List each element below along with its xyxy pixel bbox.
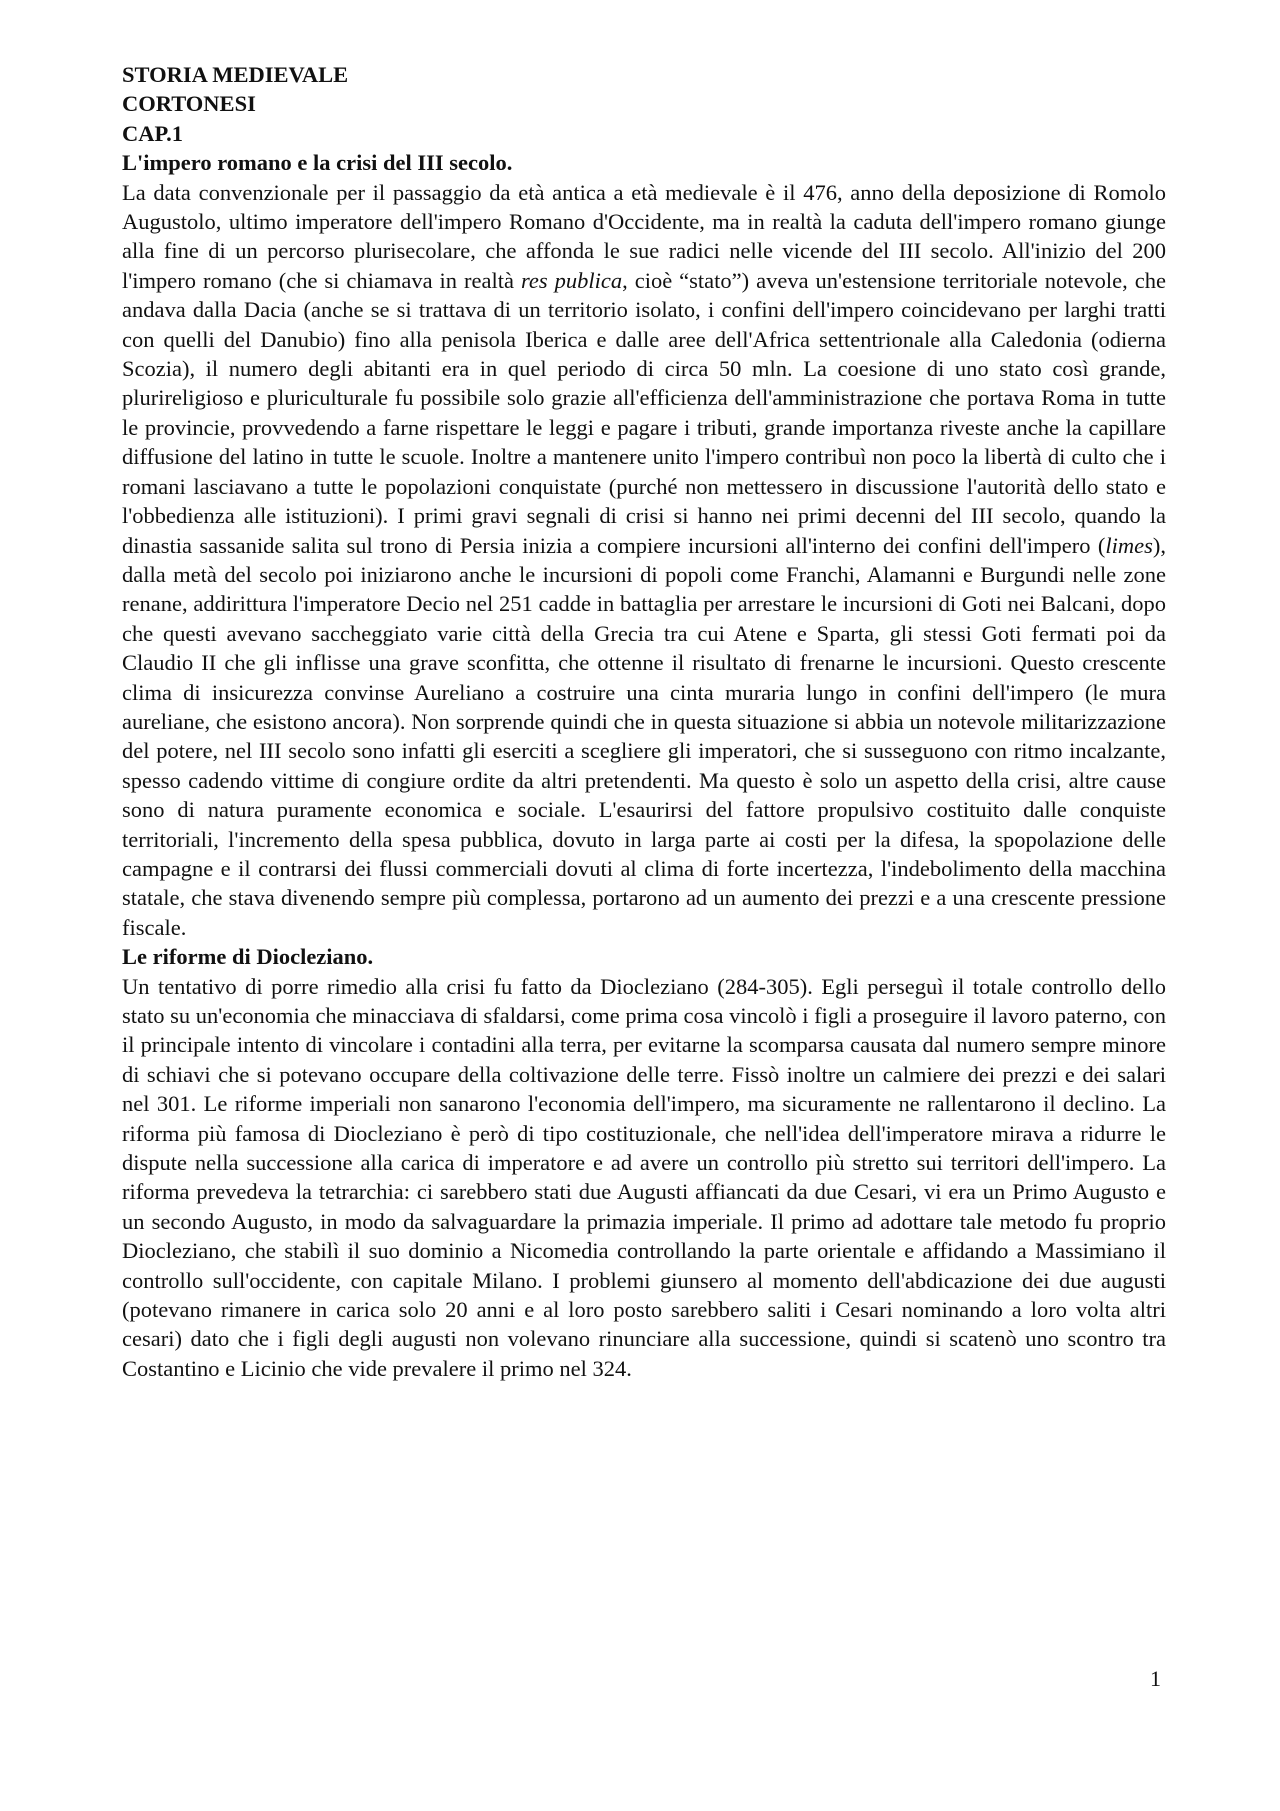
author-name: CORTONESI bbox=[122, 91, 256, 117]
chapter-label: CAP.1 bbox=[122, 120, 184, 146]
section-title-diocletian: Le riforme di Diocleziano. bbox=[122, 944, 374, 970]
document-page bbox=[122, 60, 1166, 1383]
body-text-segment: ), dalla metà del secolo poi iniziarono anche le incursioni di popoli come Franchi, Alamanni e Burgundi nelle zone renane, addirittura l'imperatore Decio nel 251 cadde in battaglia per arrestare le incursioni di Goti nei Balcani, dopo che questi avevano saccheggiato varie città della Grecia tra cui Atene e Sparta, gli stessi Goti fermati poi da Claudio II che gli inflisse una grave sconfitta, che ottenne il risultato di frenarne le incursioni. Questo crescente clima di insicurezza convinse Aureliano a costruire una cinta muraria lungo in confini dell'impero (le mura aureliane, che esistono ancora). Non sorprende quindi che in questa situazione si abbia un notevole militarizzazione del potere, nel III secolo sono infatti gli eserciti a scegliere gli imperatori, che si susseguono con ritmo incalzante, spesso cadendo vittime di congiure ordite da altri pretendenti. Ma questo è solo un aspetto della crisi, altre cause sono di natura puramente economica e sociale. L'esaurirsi del fattore propulsivo costituito dalle conquiste territoriali, l'incremento della spesa pubblica, dovuto in larga parte ai costi per la difesa, la spopolazione delle campagne e il contrarsi dei flussi commerciali dovuti al clima di forte incertezza, l'indebolimento della macchina statale, che stava divenendo sempre più complessa, portarono ad un aumento dei prezzi e a una crescente pressione fiscale. bbox=[122, 532, 1166, 940]
body-text-segment: , cioè “stato”) aveva un'estensione territoriale notevole, che andava dalla Dacia (anche se si trattava di un territorio isolato, i confini dell'impero coincidevano per larghi tratti con quelli del Danubio) fino alla penisola Iberica e dalle aree dell'Africa settentrionale alla Caledonia (odierna Scozia), il numero degli abitanti era in quel periodo di circa 50 mln. La coesione di uno stato così grande, plurireligioso e pluriculturale fu possibile solo grazie all'efficienza dell'amministrazione che portava Roma in tutte le provincie, provvedendo a farne rispettare le leggi e pagare i tributi, grande importanza riveste anche la capillare diffusione del latino in tutte le scuole. Inoltre a mantenere unito l'impero contribuì non poco la libertà di culto che i romani lasciavano a tutte le popolazioni conquistate (purché non mettessero in discussione l'autorità dello stato e l'obbedienza alle istituzioni). I primi gravi segnali di crisi si hanno nei primi decenni del III secolo, quando la dinastia sassanide salita sul trono di Persia inizia a compiere incursioni all'interno dei confini dell'impero ( bbox=[122, 267, 1166, 558]
section-title-crisis: L'impero romano e la crisi del III secolo. bbox=[122, 150, 513, 176]
section-body-diocletian: Un tentativo di porre rimedio alla crisi fu fatto da Diocleziano (284-305). Egli perseguì il totale controllo dello stato su un'economia che minacciava di sfaldarsi, come prima cosa vincolò i figli a proseguire il lavoro paterno, con il principale intento di vincolare i contadini alla terra, per evitarne la scomparsa causata dal numero sempre minore di schiavi che si potevano occupare della coltivazione delle terre. Fissò inoltre un calmiere dei prezzi e dei salari nel 301. Le riforme imperiali non sanarono l'economia dell'impero, ma sicuramente ne rallentarono il declino. La riforma più famosa di Diocleziano è però di tipo costituzionale, che nell'idea dell'imperatore mirava a ridurre le dispute nella successione alla carica di imperatore e ad avere un controllo più stretto sui territori dell'impero. La riforma prevedeva la tetrarchia: ci sarebbero stati due Augusti affiancati da due Cesari, vi era un Primo Augusto e un secondo Augusto, in modo da salvaguardare la primazia imperiale. Il primo ad adottare tale metodo fu proprio Diocleziano, che stabilì il suo dominio a Nicomedia controllando la parte orientale e affidando a Massimiano il controllo sull'occidente, con capitale Milano. I problemi giunsero al momento dell'abdicazione dei due augusti (potevano rimanere in carica solo 20 anni e al loro posto sarebbero saliti i Cesari nominando a loro volta altri cesari) dato che i figli degli augusti non volevano rinunciare alla successione, quindi si scatenò uno scontro tra Costantino e Licinio che vide prevalere il primo nel 324. bbox=[122, 973, 1166, 1381]
course-title: STORIA MEDIEVALE bbox=[122, 62, 349, 87]
body-text-segment: La data convenzionale per il passaggio da età antica a età medievale è il 476, anno della deposizione di Romolo Augustolo, ultimo imperatore dell'impero Romano d'Occidente, ma in realtà la caduta dell'impero romano giunge alla fine di un percorso plurisecolare, che affonda le sue radici nelle vicende del III secolo. All'inizio del 200 l'impero romano (che si chiamava in realtà bbox=[122, 179, 1166, 293]
italic-term-res-publica: res publica bbox=[520, 267, 623, 293]
italic-term-limes: limes bbox=[1105, 532, 1153, 558]
section-body-crisis bbox=[122, 178, 1166, 943]
page-number: 1 bbox=[1150, 1666, 1161, 1691]
